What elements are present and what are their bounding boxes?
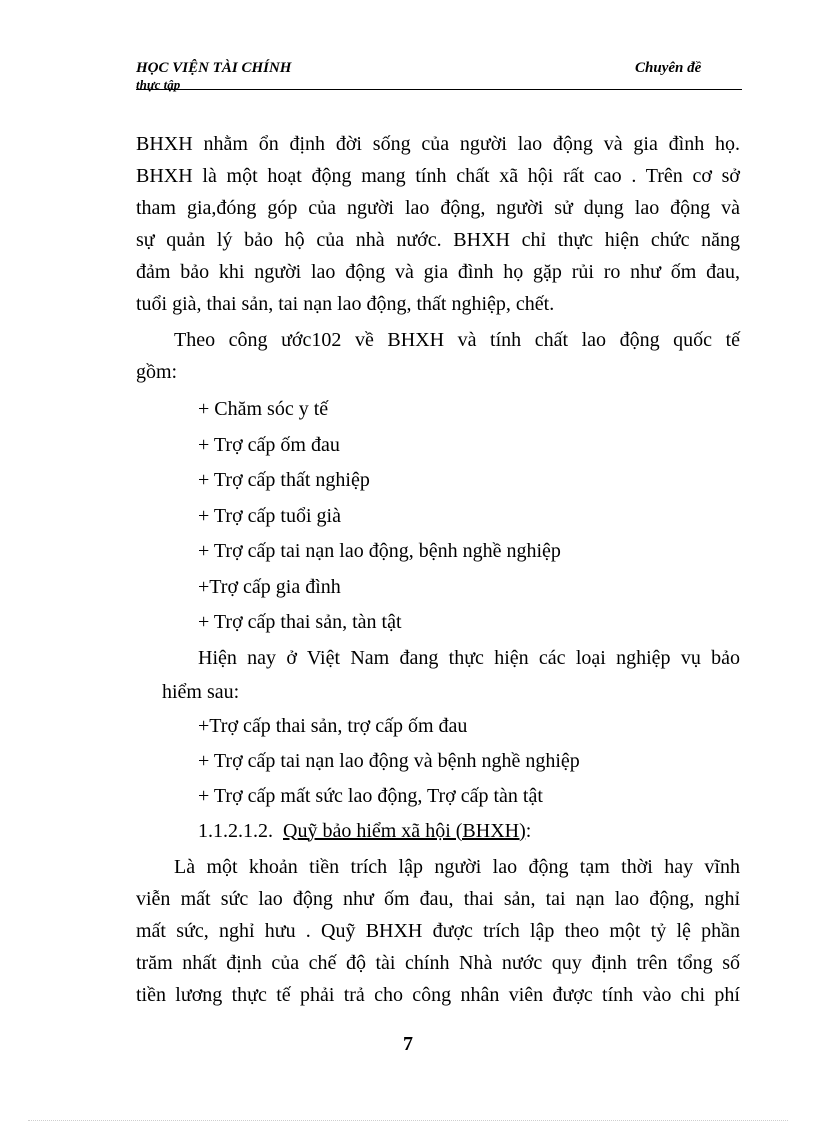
benefit-list-1 <box>136 392 740 641</box>
text-line: trăm nhất định của chế độ tài chính Nhà nước quy định trên tổng số <box>136 951 740 974</box>
text-line: Là một khoản tiền trích lập người lao động tạm thời hay vĩnh <box>174 855 740 878</box>
text-line: hiểm sau: <box>162 680 240 703</box>
benefit-list-2 <box>136 709 740 814</box>
page-bottom-border <box>28 1120 788 1121</box>
text-line: tham gia,đóng góp của người lao động, người sử dụng lao động và <box>136 197 740 219</box>
list-item: + Trợ cấp tai nạn lao động, bệnh nghề nghiệp <box>198 540 561 562</box>
text-line: BHXH là một hoạt động mang tính chất xã hội rất cao . Trên cơ sở <box>136 165 740 187</box>
section-title: Quỹ bảo hiểm xã hội (BHXH) <box>283 819 526 842</box>
header-subtitle: thực tập <box>136 77 181 92</box>
list-item: +Trợ cấp thai sản, trợ cấp ốm đau <box>198 714 468 737</box>
list-item: + Trợ cấp thai sản, tàn tật <box>198 611 402 633</box>
section-number: 1.1.2.1.2. <box>198 819 273 842</box>
text-line: gồm: <box>136 361 178 383</box>
paragraph-3 <box>136 641 740 709</box>
list-item: + Chăm sóc y tế <box>198 398 329 420</box>
list-item: + Trợ cấp thất nghiệp <box>198 469 370 491</box>
text-line: tuổi già, thai sản, tai nạn lao động, thất nghiệp, chết. <box>136 293 555 315</box>
list-item: + Trợ cấp ốm đau <box>198 433 340 456</box>
text-line: tiền lương thực tế phải trả cho công nhân viên được tính vào chi phí <box>136 983 740 1006</box>
paragraph-2 <box>136 324 740 388</box>
text-line: BHXH nhằm ổn định đời sống của người lao động và gia đình họ. <box>136 133 740 155</box>
paragraph-1 <box>136 128 740 320</box>
header-rule <box>136 89 742 90</box>
list-item: +Trợ cấp gia đình <box>198 575 341 598</box>
page-number: 7 <box>403 1033 413 1055</box>
paragraph-4 <box>136 851 740 1011</box>
document-body <box>136 128 740 1011</box>
text-line: viễn mất sức lao động như ốm đau, thai sản, tai nạn lao động, nghỉ <box>136 887 740 910</box>
section-heading <box>136 814 740 849</box>
text-line: Hiện nay ở Việt Nam đang thực hiện các loại nghiệp vụ bảo <box>198 646 740 669</box>
text-line: sự quản lý bảo hộ của nhà nước. BHXH chỉ thực hiện chức năng <box>136 229 740 251</box>
text-line: Theo công ước102 về BHXH và tính chất lao động quốc tế <box>174 329 740 351</box>
list-item: + Trợ cấp tuổi già <box>198 504 341 527</box>
header-institution: HỌC VIỆN TÀI CHÍNH <box>136 60 292 76</box>
text-line: mất sức, nghỉ hưu . Quỹ BHXH được trích lập theo một tỷ lệ phần <box>136 919 740 942</box>
text-line: đảm bảo khi người lao động và gia đình họ gặp rủi ro như ốm đau, <box>136 261 740 283</box>
list-item: + Trợ cấp mất sức lao động, Trợ cấp tàn tật <box>198 784 543 807</box>
list-item: + Trợ cấp tai nạn lao động và bệnh nghề nghiệp <box>198 749 580 772</box>
header-topic: Chuyên đề <box>635 60 702 76</box>
section-colon: : <box>525 819 532 842</box>
